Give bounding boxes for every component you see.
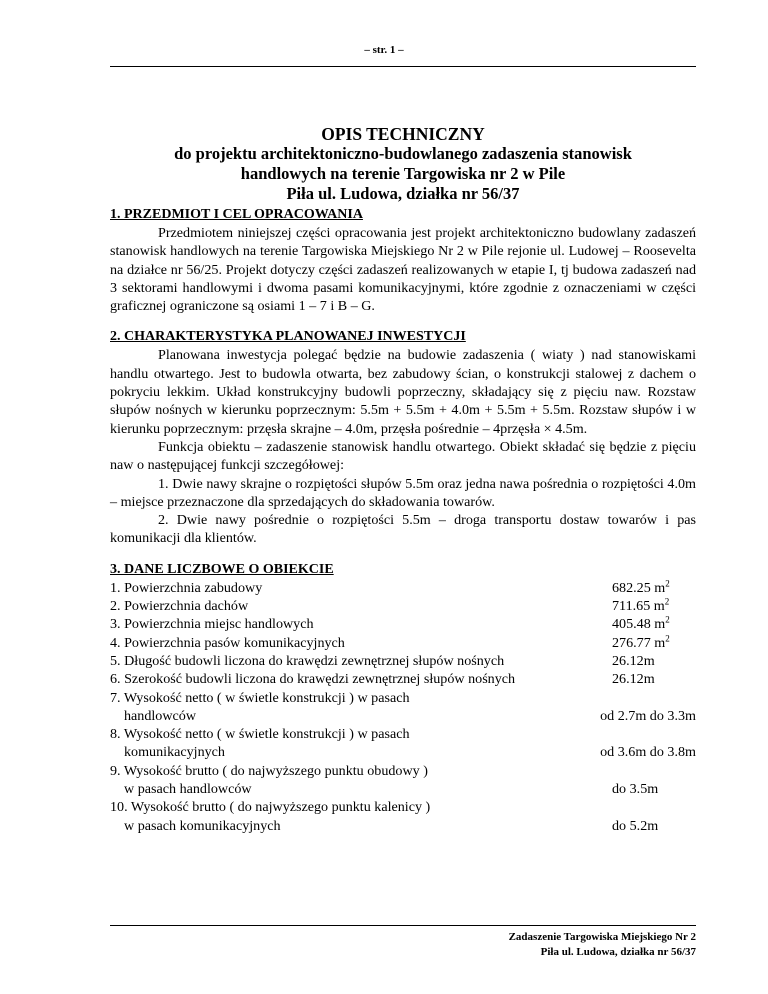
stat-label: 10. Wysokość brutto ( do najwyższego punktu kalenicy ): [110, 799, 431, 816]
stat-label: 1. Powierzchnia zabudowy: [110, 579, 263, 596]
stat-row-8: [110, 725, 696, 762]
stat-value: 711.65 $m^2$: [612, 596, 670, 615]
title-line-4: Piła ul. Ludowa, działka nr 56/37: [286, 184, 520, 203]
stat-row: [110, 615, 696, 633]
stat-label: 7. Wysokość netto ( w świetle konstrukcji ) w pasach: [110, 689, 410, 706]
stat-row: [110, 652, 696, 670]
page-footer: [110, 930, 696, 960]
stat-value: 405.48 $m^2$: [612, 614, 670, 633]
stat-label-cont: w pasach handlowców: [124, 781, 252, 798]
stat-row: [110, 597, 696, 615]
section-3-heading: 3. DANE LICZBOWE O OBIEKCIE: [110, 561, 334, 577]
stat-value: do 3.5m: [612, 781, 659, 798]
section-2-paragraph-3: 1. Dwie nawy skrajne o rozpiętości słupów 5.5m oraz jedna nawa pośrednia o rozpiętości 4.0m – miejsce przeznaczone dla sprzedających do składowania towarów.: [110, 475, 696, 510]
stat-row-10: [110, 798, 696, 835]
stat-row: [110, 634, 696, 652]
footer-rule: [110, 925, 696, 926]
section-1-heading: 1. PRZEDMIOT I CEL OPRACOWANIA: [110, 207, 363, 222]
document-body: [110, 206, 696, 848]
section-2: [110, 328, 696, 547]
section-3: [110, 561, 696, 835]
stat-row-7: [110, 689, 696, 726]
stat-label: 3. Powierzchnia miejsc handlowych: [110, 616, 314, 633]
stat-value: 26.12m: [612, 671, 655, 688]
section-2-heading: 2. CHARAKTERYSTYKA PLANOWANEJ INWESTYCJI: [110, 329, 466, 345]
stat-value: od 3.6m do 3.8m: [600, 744, 696, 761]
stat-row: [110, 579, 696, 597]
stat-value: do 5.2m: [612, 817, 659, 834]
header-rule: [110, 66, 696, 67]
stat-label: 6. Szerokość budowli liczona do krawędzi zewnętrznej słupów nośnych: [110, 671, 516, 688]
title-line-3: handlowych na terenie Targowiska nr 2 w Pile: [240, 164, 566, 183]
section-2-paragraph-4: 2. Dwie nawy pośrednie o rozpiętości 5.5m – droga transportu dostaw towarów i pas komunikacji dla klientów.: [110, 512, 696, 547]
stat-label: 4. Powierzchnia pasów komunikacyjnych: [110, 634, 345, 651]
stat-label-cont: komunikacyjnych: [124, 744, 225, 761]
document-title: [110, 124, 696, 204]
title-line-1: OPIS TECHNICZNY: [321, 124, 485, 144]
stat-label: 2. Powierzchnia dachów: [110, 598, 249, 615]
stat-value: 276.77 $m^2$: [612, 632, 670, 651]
stat-label-cont: handlowców: [124, 707, 197, 724]
stats-list: [110, 579, 696, 835]
stat-label: 9. Wysokość brutto ( do najwyższego punktu obudowy ): [110, 762, 428, 779]
title-line-2: do projektu architektoniczno-budowlanego zadaszenia stanowisk: [174, 144, 632, 163]
section-1: [110, 206, 696, 315]
stat-value: od 2.7m do 3.3m: [600, 707, 696, 724]
section-2-paragraph-1: Planowana inwestycja polegać będzie na budowie zadaszenia ( wiaty ) nad stanowiskami handlu otwartego. Jest to budowla otwarta, bez zabudowy ścian, o konstrukcji stalowej z dachem o pokryciu lekkim. Układ konstrukcyjny budowli poprzeczny, składający się z pięciu naw. Rozstaw słupów nośnych w kierunku poprzecznym: 5.5m + 5.5m + 4.0m + 5.5m + 5.5m. Rozstaw słupów i w kierunku poprzecznym: przęsła skrajne – 4.0m, przęsła pośrednie – 4przęsła × 4.5m.: [110, 347, 696, 437]
stat-label: 5. Długość budowli liczona do krawędzi zewnętrznej słupów nośnych: [110, 652, 505, 669]
stat-label: 8. Wysokość netto ( w świetle konstrukcji ) w pasach: [110, 726, 410, 743]
stat-value: 682.25 $m^2$: [612, 578, 670, 596]
section-1-paragraph: Przedmiotem niniejszej części opracowania jest projekt architektoniczno budowlany zadaszeń stanowisk handlowych na terenie Targowiska Miejskiego Nr 2 w Pile rejonie ul. Ludowej – Roosevelta na działce nr 56/25. Projekt dotyczy części zadaszeń realizowanych w etapie I, tj budowa zadaszeń nad 3 sektorami handlowymi i dwoma pasami komunikacyjnymi, które zgodnie z oznaczeniami w części graficznej ograniczone są osiami 1 – 7 i B – G.: [110, 225, 696, 315]
stat-label-cont: w pasach komunikacyjnych: [124, 817, 281, 834]
page-number-header: – str. 1 –: [364, 44, 404, 56]
stat-row-9: [110, 762, 696, 799]
section-2-paragraph-2: Funkcja obiektu – zadaszenie stanowisk handlu otwartego. Obiekt składać się będzie z pięciu naw o następującej funkcji szczegółowej:: [110, 438, 696, 474]
stat-value: 26.12m: [612, 652, 655, 669]
stat-row: [110, 670, 696, 688]
footer-line-1: Zadaszenie Targowiska Miejskiego Nr 2: [508, 931, 696, 943]
footer-line-2: Piła ul. Ludowa, działka nr 56/37: [540, 946, 696, 958]
